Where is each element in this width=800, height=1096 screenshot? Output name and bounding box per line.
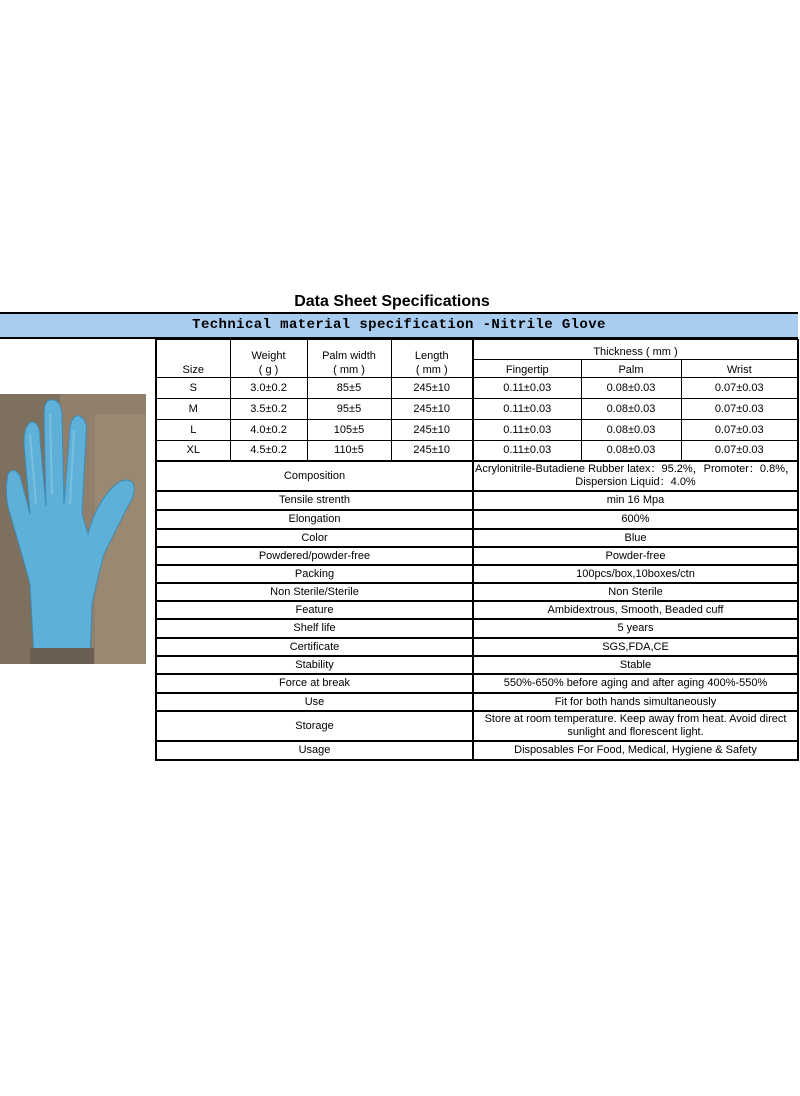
property-row [156,510,798,529]
size-cell: M [156,399,230,420]
header-fingertip: Fingertip [473,360,581,378]
wrist-cell: 0.07±0.03 [681,399,798,420]
property-row [156,529,798,547]
property-value: Acrylonitrile-Butadiene Rubber latex：95.2%，Promoter：0.8%，Dispersion Liquid：4.0% [473,461,798,491]
property-label: Elongation [156,510,473,529]
spec-table [155,339,799,761]
property-label: Color [156,529,473,547]
property-row [156,656,798,674]
property-label: Non Sterile/Sterile [156,583,473,601]
length-cell: 245±10 [391,420,473,441]
property-label: Force at break [156,674,473,693]
property-row [156,638,798,656]
palm-cell: 0.08±0.03 [581,441,681,461]
header-palm-width: Palm width ( mm ) [307,340,391,378]
property-value: Store at room temperature. Keep away from heat. Avoid direct sunlight and florescent light. [473,711,798,741]
property-label: Storage [156,711,473,741]
length-cell: 245±10 [391,441,473,461]
property-row [156,491,798,510]
property-value: 600% [473,510,798,529]
header-length: Length ( mm ) [391,340,473,378]
property-label: Packing [156,565,473,583]
property-label: Stability [156,656,473,674]
property-value: Powder-free [473,547,798,565]
property-row [156,619,798,638]
property-row [156,674,798,693]
wrist-cell: 0.07±0.03 [681,378,798,399]
size-cell: XL [156,441,230,461]
spec-banner: Technical material specification -Nitrile Glove [0,312,798,339]
palm-width-cell: 85±5 [307,378,391,399]
fingertip-cell: 0.11±0.03 [473,378,581,399]
property-label: Certificate [156,638,473,656]
property-value: min 16 Mpa [473,491,798,510]
property-label: Usage [156,741,473,760]
property-value: Disposables For Food, Medical, Hygiene & Safety [473,741,798,760]
property-row [156,547,798,565]
size-row [156,399,798,420]
property-value: Ambidextrous, Smooth, Beaded cuff [473,601,798,619]
property-label: Feature [156,601,473,619]
fingertip-cell: 0.11±0.03 [473,441,581,461]
size-row [156,378,798,399]
property-value: 100pcs/box,10boxes/ctn [473,565,798,583]
property-label: Use [156,693,473,711]
property-value: Stable [473,656,798,674]
weight-cell: 3.5±0.2 [230,399,307,420]
length-cell: 245±10 [391,399,473,420]
property-row [156,601,798,619]
property-value: Blue [473,529,798,547]
weight-cell: 4.0±0.2 [230,420,307,441]
palm-cell: 0.08±0.03 [581,378,681,399]
property-value: Fit for both hands simultaneously [473,693,798,711]
size-cell: L [156,420,230,441]
property-label: Composition [156,461,473,491]
property-value: 550%-650% before aging and after aging 400%-550% [473,674,798,693]
fingertip-cell: 0.11±0.03 [473,399,581,420]
property-row [156,693,798,711]
property-label: Tensile strenth [156,491,473,510]
header-weight: Weight ( g ) [230,340,307,378]
glove-photo [0,394,146,664]
property-row [156,461,798,491]
property-value: Non Sterile [473,583,798,601]
property-value: 5 years [473,619,798,638]
header-palm: Palm [581,360,681,378]
palm-cell: 0.08±0.03 [581,420,681,441]
palm-width-cell: 105±5 [307,420,391,441]
header-size: Size [156,340,230,378]
palm-cell: 0.08±0.03 [581,399,681,420]
palm-width-cell: 95±5 [307,399,391,420]
header-wrist: Wrist [681,360,798,378]
property-label: Powdered/powder-free [156,547,473,565]
property-label: Shelf life [156,619,473,638]
wrist-cell: 0.07±0.03 [681,420,798,441]
size-row [156,441,798,461]
sheet-title: Data Sheet Specifications [294,293,490,310]
property-value: SGS,FDA,CE [473,638,798,656]
property-row [156,583,798,601]
header-thickness: Thickness ( mm ) [473,340,798,360]
property-row [156,565,798,583]
length-cell: 245±10 [391,378,473,399]
size-row [156,420,798,441]
property-row [156,711,798,741]
size-cell: S [156,378,230,399]
wrist-cell: 0.07±0.03 [681,441,798,461]
weight-cell: 4.5±0.2 [230,441,307,461]
fingertip-cell: 0.11±0.03 [473,420,581,441]
weight-cell: 3.0±0.2 [230,378,307,399]
property-row [156,741,798,760]
palm-width-cell: 110±5 [307,441,391,461]
